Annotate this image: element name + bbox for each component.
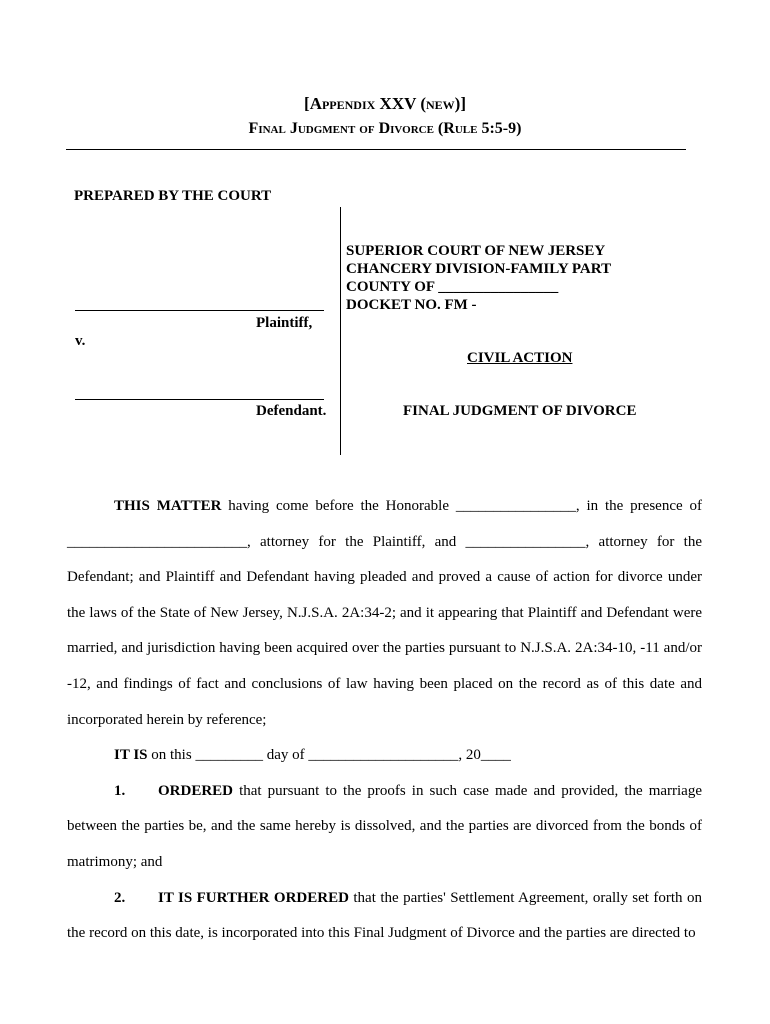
order-item-2-number: 2. <box>114 889 126 906</box>
document-header <box>0 91 770 141</box>
caption-divider <box>340 207 341 455</box>
order-item-2-text: that the parties' Settlement Agreement, orally set forth on the record on this date, is incorporated into this Final Judgment of Divorce and the parties are directed to <box>67 889 702 942</box>
civil-action-label: CIVIL ACTION <box>467 350 573 366</box>
date-lead: IT IS <box>114 747 148 764</box>
county-line: COUNTY OF ________________ <box>346 279 559 295</box>
heading-udgment: udgment of <box>297 120 379 137</box>
plaintiff-name-line <box>75 310 324 311</box>
order-item-1-text: that pursuant to the proofs in such case made and provided, the marriage between the parties be, and the same hereby is dissolved, and the parties are divorced from the bonds of matrimony; and <box>67 782 702 870</box>
order-item-2-lead: IT IS FURTHER ORDERED <box>158 889 349 906</box>
order-item-1-number: 1. <box>114 782 126 799</box>
court-name-line: SUPERIOR COURT OF NEW JERSEY <box>346 243 606 259</box>
date-paragraph <box>67 738 702 774</box>
heading-d: D <box>378 120 391 137</box>
division-line: CHANCERY DIVISION-FAMILY PART <box>346 261 612 277</box>
judgment-body <box>67 489 702 952</box>
appendix-word: Appendix <box>309 94 376 113</box>
heading-j: J <box>289 120 298 137</box>
appendix-number: XXV <box>379 94 417 113</box>
date-text: on this _________ day of ____________________, 20____ <box>147 747 511 764</box>
defendant-label: Defendant. <box>256 403 327 419</box>
order-item-1-lead: ORDERED <box>158 782 234 799</box>
appendix-heading <box>0 91 770 116</box>
appendix-open-bracket: [ <box>304 94 310 113</box>
prepared-by-label: PREPARED BY THE COURT <box>74 188 272 204</box>
heading-ivorce: ivorce ( <box>390 120 444 137</box>
header-divider <box>66 149 686 150</box>
court-info-block <box>346 242 611 314</box>
document-title: FINAL JUDGMENT OF DIVORCE <box>403 403 637 419</box>
heading-inal: inal <box>258 120 290 137</box>
recital-text: having come before the Honorable ________________, in the presence of ________________________, attorney for the Plaintiff, and ________________, attorney for the Defendant; and Plaintiff and Defendant having pleaded and proved a cause of action for divorce under the laws of the State of New Jersey, N.J.S.A. 2A:34-2; and it appearing that Plaintiff and Defendant were married, and jurisdiction having been acquired over the parties pursuant to N.J.S.A. 2A:34-10, -11 and/or -12, and findings of fact and conclusions of law having been placed on the record as of this date and incorporated herein by reference; <box>67 498 702 728</box>
recital-paragraph <box>67 489 702 738</box>
order-item-2 <box>67 881 702 952</box>
plaintiff-label: Plaintiff, <box>256 315 313 331</box>
judgment-heading <box>0 116 770 141</box>
order-item-1 <box>67 774 702 881</box>
recital-lead: THIS MATTER <box>114 498 222 514</box>
docket-line: DOCKET NO. FM - <box>346 297 477 313</box>
appendix-new: (new)] <box>420 94 466 113</box>
heading-ule: ule 5:5-9) <box>454 120 522 137</box>
versus-label: v. <box>75 333 86 349</box>
heading-f: F <box>248 120 259 137</box>
heading-r: R <box>443 120 455 137</box>
defendant-name-line <box>75 399 324 400</box>
